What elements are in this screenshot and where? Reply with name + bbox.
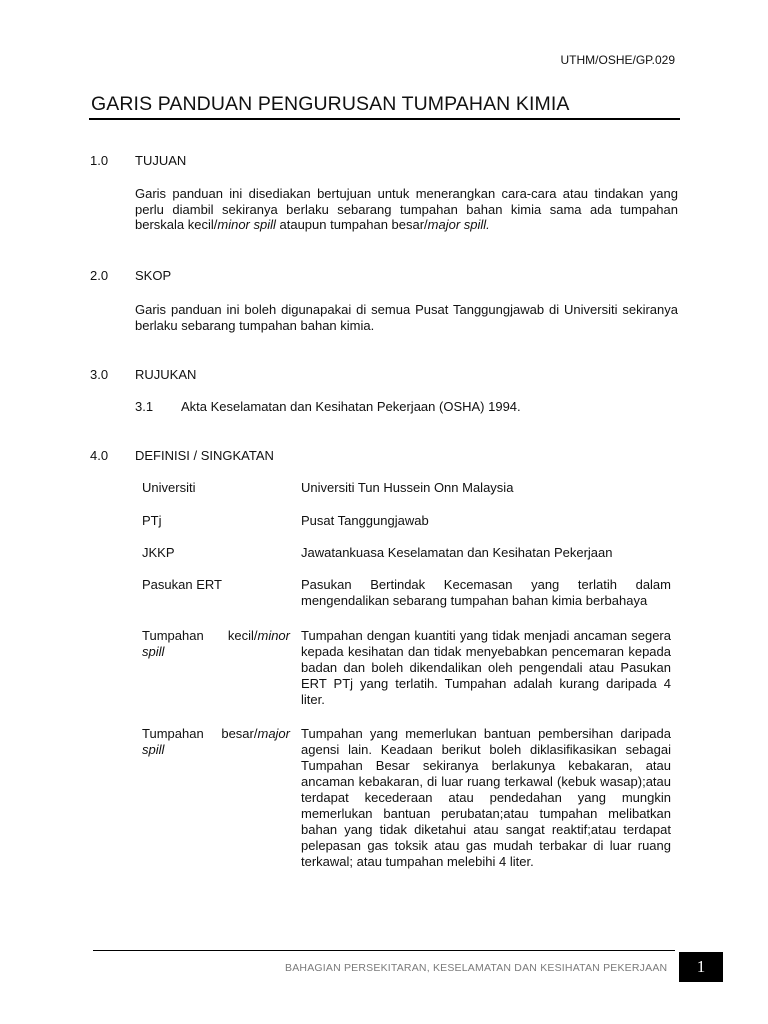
- footer-divider: [93, 950, 675, 951]
- definition-term: Pasukan ERT: [142, 577, 222, 592]
- section-title: TUJUAN: [135, 153, 187, 168]
- definition-term: [142, 628, 290, 660]
- body-italic-text: major spill.: [427, 217, 490, 232]
- title-divider: [89, 118, 680, 120]
- page-title: GARIS PANDUAN PENGURUSAN TUMPAHAN KIMIA: [91, 93, 570, 115]
- definition-description: Jawatankuasa Keselamatan dan Kesihatan Pekerjaan: [301, 545, 613, 560]
- reference-number: 3.1: [135, 399, 154, 414]
- body-italic-text: minor spill: [217, 217, 276, 232]
- definition-description: Tumpahan yang memerlukan bantuan pembersihan daripada agensi lain. Keadaan berikut boleh diklasifikasikan sebagai Tumpahan Besar sekiranya berlakunya kebakaran, atau ancaman kebakaran, di luar ruang terkawal (kebuk wasap);atau terdapat kecederaan atau pendedahan yang mungkin memerlukan bantuan perubatan;atau tumpahan melibatkan bahan yang tidak diketahui atau sangat reaktif;atau terdapat pelepasan gas toksik atau gas mudah terbakar di luar ruang terkawal; atau tumpahan melebihi 4 liter.: [301, 726, 671, 869]
- page-number: 1: [679, 952, 723, 982]
- section-number: 1.0: [90, 153, 109, 168]
- definition-term: JKKP: [142, 545, 175, 560]
- body-text: Garis panduan ini disediakan bertujuan untuk menerangkan cara-cara atau tindakan yang perlu diambil sekiranya berlaku sebarang tumpahan bahan kimia sama ada tumpahan berskala kecil/: [135, 186, 678, 232]
- section-body-skop: Garis panduan ini boleh digunapakai di semua Pusat Tanggungjawab di Universiti sekiranya berlaku sebarang tumpahan bahan kimia.: [135, 302, 678, 333]
- definition-description: Tumpahan dengan kuantiti yang tidak menjadi ancaman segera kepada kesihatan dan tidak menyebabkan pencemaran kepada badan dan boleh dikendalikan oleh pengendali atau Pasukan ERT PTj yang terlatih. Tumpahan adalah kurang daripada 4 liter.: [301, 628, 671, 707]
- definition-term: Universiti: [142, 480, 196, 495]
- definition-term: [142, 726, 290, 758]
- section-title: DEFINISI / SINGKATAN: [135, 448, 274, 463]
- reference-text: Akta Keselamatan dan Kesihatan Pekerjaan (OSHA) 1994.: [181, 399, 521, 414]
- footer-department: BAHAGIAN PERSEKITARAN, KESELAMATAN DAN KESIHATAN PEKERJAAN: [285, 962, 668, 974]
- section-number: 3.0: [90, 367, 109, 382]
- definition-description: Pasukan Bertindak Kecemasan yang terlatih dalam mengendalikan sebarang tumpahan bahan kimia berbahaya: [301, 577, 671, 608]
- section-number: 2.0: [90, 268, 109, 283]
- definition-term: PTj: [142, 513, 162, 528]
- section-title: SKOP: [135, 268, 172, 283]
- section-title: RUJUKAN: [135, 367, 197, 382]
- body-text: ataupun tumpahan besar/: [275, 217, 428, 232]
- term-text: Tumpahan kecil/: [142, 628, 258, 643]
- term-text: Tumpahan besar/: [142, 726, 258, 741]
- section-number: 4.0: [90, 448, 109, 463]
- definition-description: Universiti Tun Hussein Onn Malaysia: [301, 480, 514, 495]
- definition-description: Pusat Tanggungjawab: [301, 513, 429, 528]
- section-body-tujuan: [135, 186, 678, 233]
- term-italic-text: major spill: [142, 726, 290, 757]
- document-code: UTHM/OSHE/GP.029: [560, 53, 675, 67]
- term-italic-text: minor spill: [142, 628, 290, 659]
